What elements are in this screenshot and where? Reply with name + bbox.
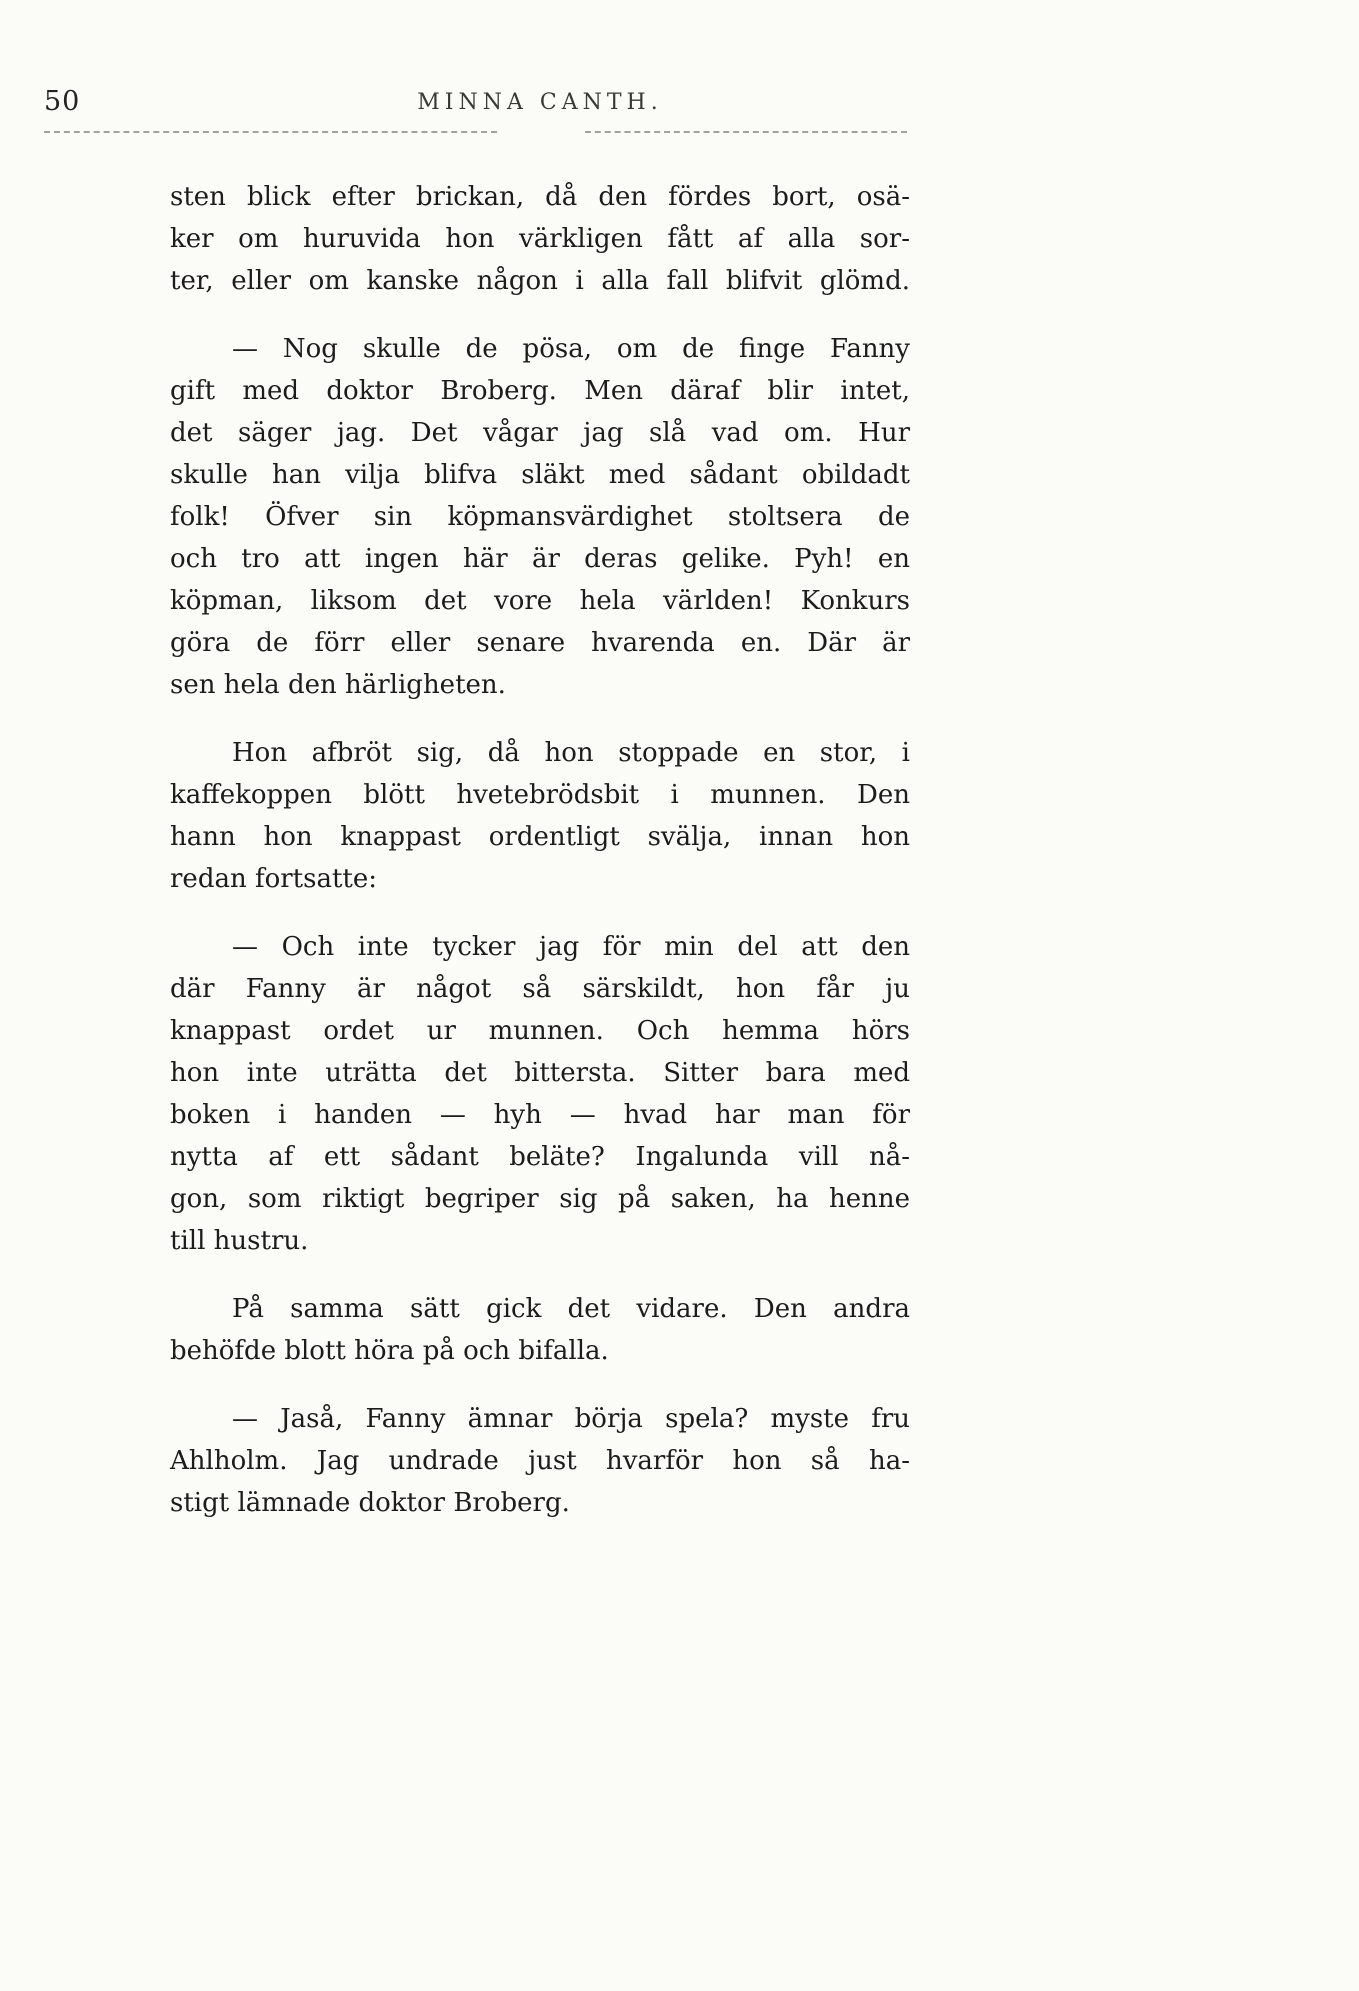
- text-line: kaffekoppen blött hvetebrödsbit i munnen. Den: [170, 780, 910, 810]
- text-line: där Fanny är något så särskildt, hon får ju: [170, 974, 910, 1004]
- text-line: stigt lämnade doktor Broberg.: [170, 1488, 570, 1518]
- text-line: — Jaså, Fanny ämnar börja spela? myste fru: [232, 1404, 910, 1434]
- text-line: folk! Öfver sin köpmansvärdighet stoltsera de: [170, 502, 910, 532]
- text-line: — Och inte tycker jag för min del att den: [232, 932, 910, 962]
- running-title: MINNA CANTH.: [417, 90, 663, 115]
- text-line: ter, eller om kanske någon i alla fall blifvit glömd.: [170, 266, 910, 296]
- text-line: — Nog skulle de pösa, om de finge Fanny: [232, 334, 910, 364]
- text-line: och tro att ingen här är deras gelike. Pyh! en: [170, 544, 910, 574]
- header-rule-left: [44, 131, 497, 133]
- text-line: behöfde blott höra på och bifalla.: [170, 1336, 609, 1366]
- text-line: Hon afbröt sig, då hon stoppade en stor, i: [232, 738, 910, 768]
- text-line: göra de förr eller senare hvarenda en. Där är: [170, 628, 910, 658]
- text-line: sten blick efter brickan, då den fördes bort, osä-: [170, 182, 910, 212]
- text-block: [170, 176, 910, 1550]
- text-line: redan fortsatte:: [170, 864, 378, 894]
- text-line: det säger jag. Det vågar jag slå vad om. Hur: [170, 418, 910, 448]
- text-line: ker om huruvida hon värkligen fått af alla sor-: [170, 224, 910, 254]
- text-line: knappast ordet ur munnen. Och hemma hörs: [170, 1016, 910, 1046]
- text-line: Ahlholm. Jag undrade just hvarför hon så ha-: [170, 1446, 910, 1476]
- text-line: skulle han vilja blifva släkt med sådant obildadt: [170, 460, 910, 490]
- text-line: nytta af ett sådant beläte? Ingalunda vill nå-: [170, 1142, 910, 1172]
- text-line: På samma sätt gick det vidare. Den andra: [232, 1294, 910, 1324]
- text-line: hon inte uträtta det bittersta. Sitter bara med: [170, 1058, 910, 1088]
- text-line: köpman, liksom det vore hela världen! Konkurs: [170, 586, 910, 616]
- text-line: sen hela den härligheten.: [170, 670, 506, 700]
- header-rule-right: [585, 131, 907, 133]
- text-line: gift med doktor Broberg. Men däraf blir intet,: [170, 376, 910, 406]
- text-line: boken i handen — hyh — hvad har man för: [170, 1100, 910, 1130]
- text-line: gon, som riktigt begriper sig på saken, ha henne: [170, 1184, 910, 1214]
- text-line: till hustru.: [170, 1226, 309, 1256]
- page-number: 50: [44, 86, 81, 117]
- text-line: hann hon knappast ordentligt svälja, innan hon: [170, 822, 910, 852]
